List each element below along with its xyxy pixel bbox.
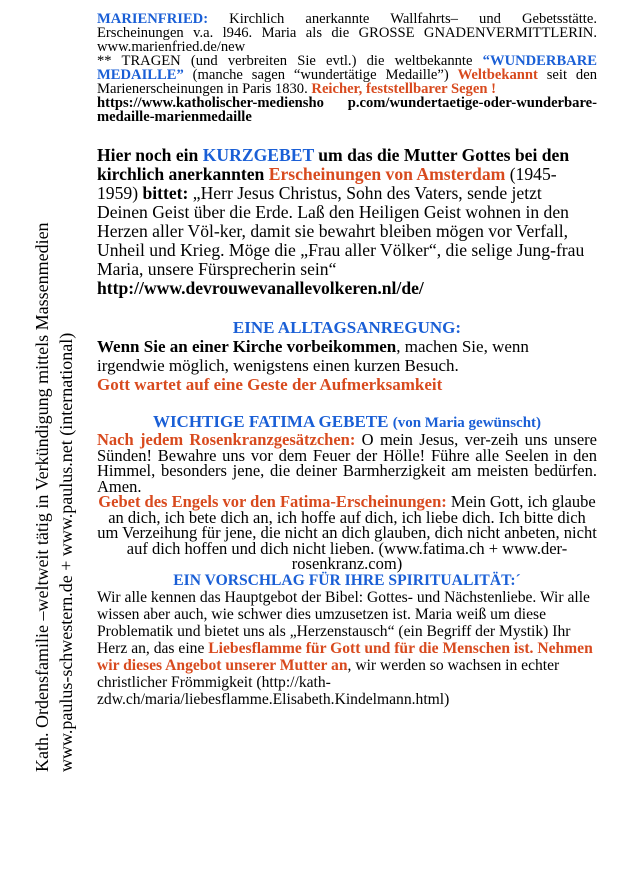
medaille-text: (manche sagen “wundertätige Medaille”) xyxy=(183,67,458,83)
kirche-besuch-bold: Wenn Sie an einer Kirche vorbeikommen xyxy=(97,337,397,356)
kurzgebet-text: um das die Mutter Gottes bei den kirchlich anerkannten xyxy=(97,145,570,184)
marienfried-label: MARIENFRIED: xyxy=(97,11,209,27)
weltbekannt-label: Weltbekannt xyxy=(457,67,538,83)
medaille-url-link[interactable]: https://www.katholischer-mediensho p.com/wundertaetige-oder-wunderbare-medaille-marienmedaille xyxy=(97,95,597,125)
kurzgebet-label: KURZGEBET xyxy=(202,145,314,165)
spiritualitaet-section xyxy=(97,572,597,708)
rosenkranz-prayer xyxy=(97,432,597,494)
geste-aufmerksamkeit-text: Gott wartet auf eine Geste der Aufmerksamkeit xyxy=(97,375,443,394)
segen-label: Reicher, feststellbarer Segen ! xyxy=(311,81,496,97)
bittet-label: bittet: xyxy=(142,183,189,203)
engel-label: Gebet des Engels vor den Fatima-Erscheinungen: xyxy=(98,492,447,511)
marienfried-text: Kirchlich anerkannte Wallfahrts– und Gebetsstätte. Erscheinungen v.a. l946. Maria als die GROSSE GNADENVERMITTLERIN. www.marienfried.de/new xyxy=(97,11,597,55)
marienfried-section xyxy=(97,12,597,124)
amsterdam-url-link[interactable]: http://www.devrouwevanallevolkeren.nl/de/ xyxy=(97,278,424,298)
fatima-heading-main: WICHTIGE FATIMA GEBETE xyxy=(152,412,393,431)
sidebar-line-1: Kath. Ordensfamilie –weltweit tätig in Verkündigung mittels Massenmedien xyxy=(32,222,52,772)
fatima-heading-note: (von Maria gewünscht) xyxy=(392,415,542,431)
engel-prayer xyxy=(97,494,597,572)
spiritualitaet-text: Wir alle kennen das Hauptgebot der Bibel: Gottes- und Nächstenliebe. Wir alle wissen aber auch, wie schwer dies umzusetzen ist. Maria weiß um diese Problematik und bietet uns als „Herzenstausch“ (ein Begriff der Mystik) Ihr Herz an, das eine xyxy=(97,588,590,657)
kurzgebet-section xyxy=(97,146,597,298)
sidebar-vertical-text xyxy=(30,72,78,772)
rosenkranz-label: Nach jedem Rosenkranzgesätzchen: xyxy=(97,430,356,449)
rosenkranz-text: O mein Jesus, ver-zeih uns unsere Sünden! Bewahre uns vor dem Feuer der Hölle! Führe alle Seelen in den Himmel, besonders jene, die deiner Barmherzigkeit am meisten bedürfen. Amen. xyxy=(97,430,597,496)
alltagsanregung-heading: EINE ALLTAGSANREGUNG: xyxy=(232,318,462,337)
amsterdam-label: Erscheinungen von Amsterdam xyxy=(268,164,506,184)
engel-text: Mein Gott, ich glaube an dich, ich bete dich an, ich hoffe auf dich, ich liebe dich. Ich bitte dich um Verzeihung für jene, die nicht an dich glauben, dich nicht anbeten, nicht auf dich hoffen und dich nicht lieben. (www.fatima.ch + www.der-rosenkranz.com) xyxy=(97,492,597,573)
alltagsanregung-section xyxy=(97,318,597,394)
sidebar-line-2: www.paulus-schwestern.de + www.paulus.net (international) xyxy=(56,332,76,772)
kurzgebet-intro: Hier noch ein xyxy=(97,145,203,165)
liebesflamme-text: Liebesflamme für Gott und für die Menschen ist. Nehmen wir dieses Angebot unserer Mutter an xyxy=(97,639,593,674)
medaille-intro-text: ** TRAGEN (und verbreiten Sie evtl.) die weltbekannte xyxy=(97,53,483,69)
kirche-besuch-text: , machen Sie, wenn irgendwie möglich, wenigstens einen kurzen Besuch. xyxy=(97,337,529,375)
amsterdam-years: (1945-1959) xyxy=(97,164,557,203)
fatima-section xyxy=(97,413,597,572)
spiritualitaet-end-text: , wir werden so wachsen in echter christlicher Frömmigkeit (http://kath-zdw.ch/maria/liebesflamme.Elisabeth.Kindelmann.html) xyxy=(97,656,560,708)
medaille-label: “WUNDERBARE MEDAILLE” xyxy=(97,53,597,83)
document-content xyxy=(97,12,597,708)
medaille-paris-text: seit den Marienerscheinungen in Paris 1830. xyxy=(97,67,597,97)
amsterdam-prayer: „Herr Jesus Christus, Sohn des Vaters, sende jetzt Deinen Geist über die Erde. Laß den Heiligen Geist wohnen in den Herzen aller Völ-ker, damit sie bewahrt bleiben mögen vor Verfall, Unheil und Krieg. Möge die „Frau aller Völker“, die selige Jung-frau Maria, unsere Fürsprecherin sein“ xyxy=(97,183,585,279)
spiritualitaet-heading: EIN VORSCHLAG FÜR IHRE SPIRITUALITÄT:´ xyxy=(173,571,521,589)
